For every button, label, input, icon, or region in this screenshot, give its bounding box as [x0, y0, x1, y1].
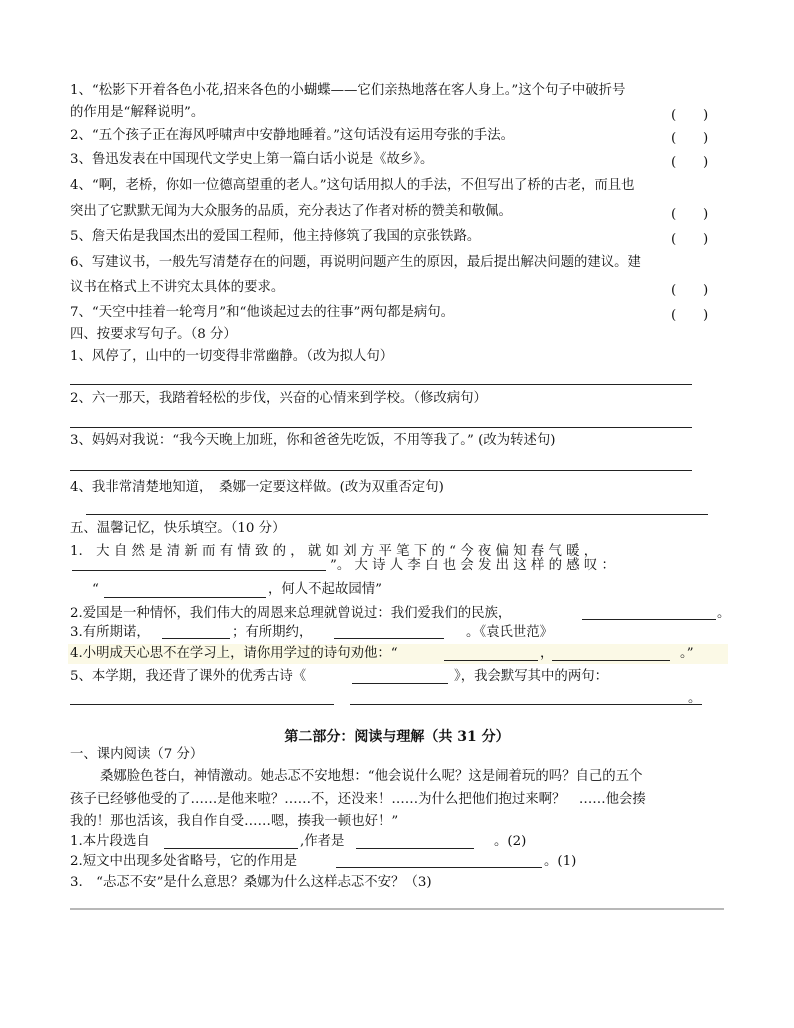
judge-q1-line1: 1、“松影下开着各色小花,招来各色的小蝴蝶——它们亲热地落在客人身上。”这个句子中破折号	[70, 83, 626, 98]
judge-q7: 7、“天空中挂着一轮弯月”和“他谈起过去的往事”两句都是病句。	[70, 305, 455, 320]
reading-passage-line3: 我的！那也活该，我自作自受……嗯，揍我一顿也好！”	[70, 814, 399, 829]
judge-q3: 3、鲁迅发表在中国现代文学史上第一篇白话小说是《故乡》。	[70, 152, 434, 167]
rewrite-q2: 2、六一那天，我踏着轻松的步伐，兴奋的心情来到学校。（修改病句）	[70, 391, 487, 406]
judge-q6-line1: 6、写建议书，一般先写清楚存在的问题，再说明问题产生的原因，最后提出解决问题的建议。建	[70, 255, 641, 270]
memory-q3-end: 。《袁氏世范》	[466, 625, 554, 640]
memory-q5: 5、本学期，我还背了课外的优秀古诗《	[70, 669, 307, 684]
reading-heading: 一、课内阅读（7 分）	[70, 747, 204, 762]
memory-q1-blank-2[interactable]	[104, 597, 266, 598]
rewrite-q3: 3、妈妈对我说：“我今天晚上加班，你和爸爸先吃饭，不用等我了。” (改为转述句)	[70, 433, 556, 448]
section-5-heading: 五、温馨记忆，快乐填空。（10 分）	[70, 521, 286, 536]
reading-q1-blank-1[interactable]	[164, 848, 298, 849]
answer-paren-5[interactable]: ( )	[671, 232, 709, 247]
memory-q2: 2.爱国是一种情怀，我们伟大的周恩来总理就曾说过：我们爱我们的民族，	[70, 606, 512, 621]
memory-q4-mid: ，	[540, 646, 554, 661]
memory-q2-blank[interactable]	[582, 619, 716, 620]
memory-q4-blank-2[interactable]	[552, 660, 670, 661]
memory-q4-blank-1[interactable]	[444, 660, 538, 661]
memory-q5-blank-2[interactable]	[350, 704, 702, 705]
memory-q4: 4.小明成天心思不在学习上，请你用学过的诗句劝他：“	[70, 646, 398, 661]
rewrite-q4: 4、我非常清楚地知道， 桑娜一定要这样做。(改为双重否定句)	[70, 480, 444, 495]
answer-paren-4[interactable]: ( )	[671, 207, 709, 222]
reading-passage-line2: 孩子已经够他受的了……是他来啦？……不，还没来！……为什么把他们抱过来啊？ ……他会揍	[70, 792, 646, 807]
memory-q3-blank-2[interactable]	[334, 638, 444, 639]
judge-q4-line1: 4、“啊，老桥，你如一位德高望重的老人。”这句话用拟人的手法，不但写出了桥的古老，而且也	[70, 178, 635, 193]
reading-q2: 2.短文中出现多处省略号，它的作用是	[70, 854, 298, 869]
rewrite-q1: 1、风停了，山中的一切变得非常幽静。（改为拟人句）	[70, 349, 394, 364]
memory-q1-open-quote: “	[92, 582, 99, 597]
memory-q5-title-blank[interactable]	[352, 683, 448, 684]
memory-q2-end: 。	[717, 606, 731, 621]
judge-q6-line2: 议书在格式上不讲究太具体的要求。	[70, 280, 285, 295]
section-4-heading: 四、按要求写句子。（8 分）	[70, 327, 237, 342]
memory-q3-blank-1[interactable]	[162, 638, 230, 639]
answer-paren-7[interactable]: ( )	[671, 308, 709, 323]
reading-q3: 3. “忐忑不安”是什么意思？桑娜为什么这样忐忑不安？（3)	[70, 875, 432, 890]
memory-q1-line1: 1. 大 自 然 是 清 新 而 有 情 致 的 ， 就 如 刘 方 平 笔 下 的 “ 今 夜 偏 知 春 气 暖 ，	[70, 544, 598, 559]
page-bottom-divider	[70, 908, 724, 910]
judge-q4-line2: 突出了它默默无闻为大众服务的品质，充分表达了作者对桥的赞美和敬佩。	[70, 204, 512, 219]
reading-passage-line1: 桑娜脸色苍白，神情激动。她忐忑不安地想：“他会说什么呢？这是闹着玩的吗？自己的五个	[100, 769, 643, 784]
rewrite-answer-line-1[interactable]	[70, 384, 692, 385]
judge-q5: 5、詹天佑是我国杰出的爱国工程师，他主持修筑了我国的京张铁路。	[70, 229, 481, 244]
judge-q2: 2、“五个孩子正在海风呼啸声中安静地睡着。”这句话没有运用夸张的手法。	[70, 128, 515, 143]
answer-paren-2[interactable]: ( )	[671, 131, 709, 146]
memory-q1-line2: ”。 大 诗 人 李 白 也 会 发 出 这 样 的 感 叹 ：	[330, 558, 615, 573]
memory-q3-start: 3.有所期诺，	[70, 625, 150, 640]
memory-q1-blank-1[interactable]	[72, 570, 326, 571]
memory-q1-line3: ，何人不起故园情”	[268, 582, 382, 597]
rewrite-answer-line-3[interactable]	[70, 470, 692, 471]
memory-q5-blank-1[interactable]	[70, 704, 334, 705]
memory-q3-mid: ；有所期约，	[232, 625, 313, 640]
memory-q5-period: 。	[688, 691, 702, 706]
rewrite-answer-line-2[interactable]	[70, 427, 692, 428]
judge-q1-line2: 的作用是“解释说明”。	[70, 105, 205, 120]
reading-q1-mid: ,作者是	[300, 834, 345, 849]
memory-q4-end: 。”	[680, 646, 694, 661]
memory-q5-end: 》，我会默写其中的两句：	[454, 669, 608, 684]
reading-q1-start: 1.本片段选自	[70, 834, 150, 849]
reading-q1-end: 。(2)	[494, 834, 527, 849]
answer-paren-1[interactable]: ( )	[671, 108, 709, 123]
reading-q1-blank-2[interactable]	[356, 848, 474, 849]
reading-q2-end: 。(1)	[544, 854, 577, 869]
rewrite-answer-line-4[interactable]	[86, 514, 708, 515]
reading-q2-blank[interactable]	[336, 867, 542, 868]
answer-paren-6[interactable]: ( )	[671, 283, 709, 298]
part-2-title: 第二部分：阅读与理解（共 31 分）	[284, 729, 510, 745]
answer-paren-3[interactable]: ( )	[671, 155, 709, 170]
